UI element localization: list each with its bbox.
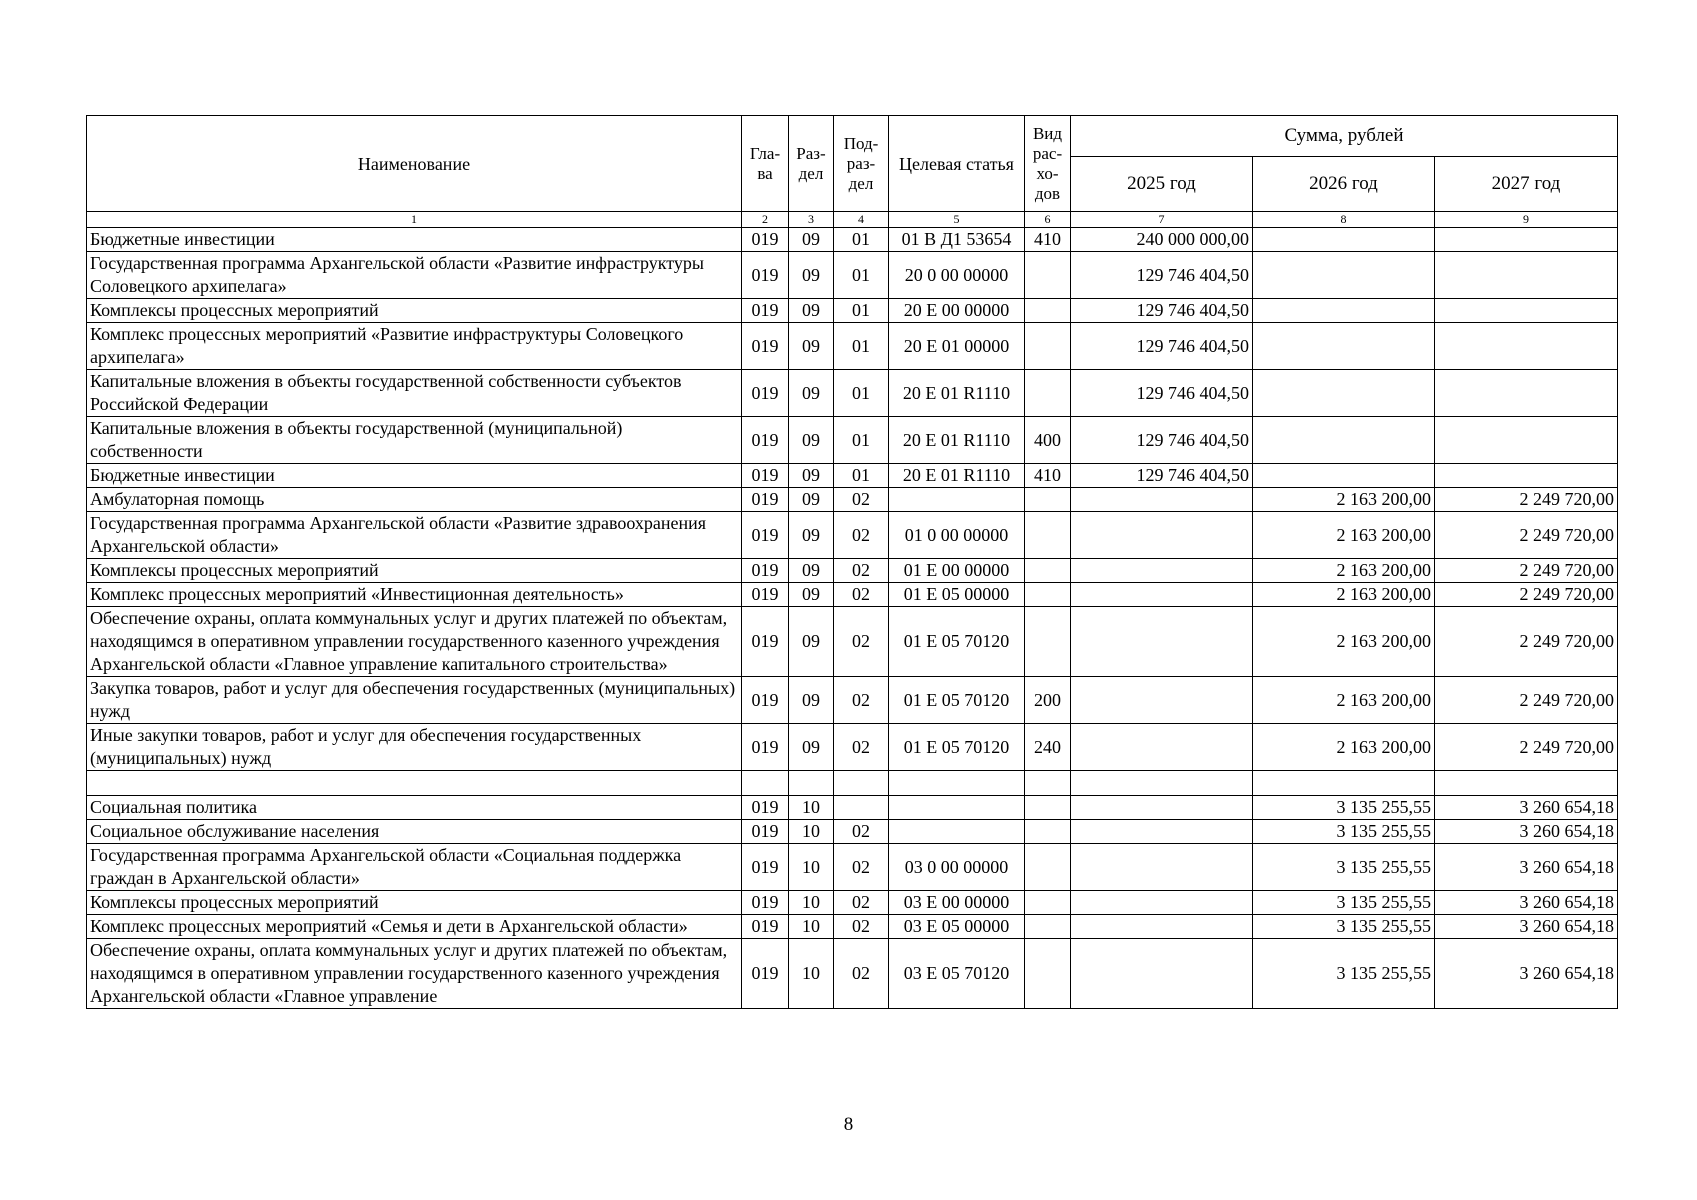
- row-sum-2026: [1253, 370, 1435, 417]
- row-sum-2025: [1071, 512, 1253, 559]
- row-razdel: 09: [789, 512, 834, 559]
- row-sum-2026: [1253, 771, 1435, 796]
- row-razdel: 09: [789, 417, 834, 464]
- row-name: Обеспечение охраны, оплата коммунальных услуг и других платежей по объектам, находящимся в оперативном управлении государственного казенного учреждения Архангельской области «Главное управление: [87, 939, 742, 1009]
- row-glava: 019: [742, 488, 789, 512]
- row-sum-2027: 3 260 654,18: [1435, 796, 1618, 820]
- row-celevaya-statya: 01 В Д1 53654: [889, 228, 1025, 252]
- row-name: Комплекс процессных мероприятий «Семья и дети в Архангельской области»: [87, 915, 742, 939]
- row-sum-2027: [1435, 771, 1618, 796]
- row-vid-rashodov: [1025, 370, 1071, 417]
- row-celevaya-statya: 20 Е 01 R1110: [889, 417, 1025, 464]
- row-sum-2027: 2 249 720,00: [1435, 512, 1618, 559]
- column-number: 4: [834, 212, 889, 228]
- row-sum-2026: 3 135 255,55: [1253, 891, 1435, 915]
- row-vid-rashodov: [1025, 252, 1071, 299]
- row-sum-2025: 129 746 404,50: [1071, 252, 1253, 299]
- row-razdel: 09: [789, 370, 834, 417]
- row-sum-2025: [1071, 771, 1253, 796]
- header-year-2025: 2025 год: [1071, 157, 1253, 212]
- row-sum-2026: [1253, 299, 1435, 323]
- row-celevaya-statya: [889, 771, 1025, 796]
- row-glava: 019: [742, 677, 789, 724]
- row-sum-2025: 240 000 000,00: [1071, 228, 1253, 252]
- row-celevaya-statya: 01 Е 05 70120: [889, 607, 1025, 677]
- row-sum-2027: 3 260 654,18: [1435, 844, 1618, 891]
- row-glava: 019: [742, 323, 789, 370]
- row-sum-2026: 2 163 200,00: [1253, 607, 1435, 677]
- row-sum-2025: [1071, 488, 1253, 512]
- row-glava: 019: [742, 915, 789, 939]
- row-vid-rashodov: [1025, 559, 1071, 583]
- row-podrazdel: 01: [834, 299, 889, 323]
- row-vid-rashodov: [1025, 844, 1071, 891]
- row-glava: 019: [742, 464, 789, 488]
- row-sum-2027: 2 249 720,00: [1435, 559, 1618, 583]
- row-name: Обеспечение охраны, оплата коммунальных услуг и других платежей по объектам, находящимся в оперативном управлении государственного казенного учреждения Архангельской области «Главное управление капитального строительства»: [87, 607, 742, 677]
- row-razdel: 10: [789, 915, 834, 939]
- row-celevaya-statya: 03 Е 05 70120: [889, 939, 1025, 1009]
- row-razdel: 09: [789, 724, 834, 771]
- row-sum-2026: [1253, 464, 1435, 488]
- row-glava: 019: [742, 724, 789, 771]
- row-podrazdel: 02: [834, 512, 889, 559]
- row-glava: 019: [742, 512, 789, 559]
- row-sum-2025: [1071, 915, 1253, 939]
- row-celevaya-statya: [889, 796, 1025, 820]
- row-vid-rashodov: 240: [1025, 724, 1071, 771]
- table-row: [87, 939, 1618, 1009]
- row-podrazdel: 02: [834, 677, 889, 724]
- table-row: [87, 417, 1618, 464]
- row-sum-2027: 2 249 720,00: [1435, 488, 1618, 512]
- row-sum-2025: 129 746 404,50: [1071, 370, 1253, 417]
- row-name: Социальная политика: [87, 796, 742, 820]
- row-podrazdel: 02: [834, 844, 889, 891]
- row-sum-2025: [1071, 559, 1253, 583]
- row-name: Государственная программа Архангельской области «Развитие инфраструктуры Соловецкого архипелага»: [87, 252, 742, 299]
- row-celevaya-statya: 01 Е 05 70120: [889, 724, 1025, 771]
- row-sum-2027: 2 249 720,00: [1435, 607, 1618, 677]
- row-name: Иные закупки товаров, работ и услуг для обеспечения государственных (муниципальных) нужд: [87, 724, 742, 771]
- row-sum-2026: 3 135 255,55: [1253, 844, 1435, 891]
- row-podrazdel: 02: [834, 583, 889, 607]
- row-vid-rashodov: 200: [1025, 677, 1071, 724]
- row-vid-rashodov: [1025, 796, 1071, 820]
- row-sum-2025: [1071, 724, 1253, 771]
- header-glava: Гла- ва: [742, 116, 789, 212]
- table-row: [87, 891, 1618, 915]
- table-row: [87, 583, 1618, 607]
- header-year-2026: 2026 год: [1253, 157, 1435, 212]
- column-number: 6: [1025, 212, 1071, 228]
- header-vid-rashodov: Вид рас- хо- дов: [1025, 116, 1071, 212]
- row-podrazdel: 02: [834, 939, 889, 1009]
- row-podrazdel: 01: [834, 323, 889, 370]
- row-celevaya-statya: [889, 488, 1025, 512]
- row-sum-2026: 2 163 200,00: [1253, 488, 1435, 512]
- row-sum-2027: [1435, 464, 1618, 488]
- row-razdel: 09: [789, 252, 834, 299]
- row-razdel: 10: [789, 891, 834, 915]
- row-vid-rashodov: [1025, 488, 1071, 512]
- row-sum-2025: [1071, 607, 1253, 677]
- row-sum-2027: [1435, 299, 1618, 323]
- row-razdel: 09: [789, 488, 834, 512]
- table-row: [87, 559, 1618, 583]
- row-sum-2025: [1071, 677, 1253, 724]
- table-row: [87, 512, 1618, 559]
- row-sum-2027: [1435, 370, 1618, 417]
- table-row: [87, 252, 1618, 299]
- row-razdel: 09: [789, 228, 834, 252]
- row-name: Государственная программа Архангельской области «Социальная поддержка граждан в Архангельской области»: [87, 844, 742, 891]
- row-razdel: 10: [789, 844, 834, 891]
- row-name: Бюджетные инвестиции: [87, 228, 742, 252]
- table-row: [87, 820, 1618, 844]
- row-vid-rashodov: [1025, 323, 1071, 370]
- column-number: 8: [1253, 212, 1435, 228]
- row-podrazdel: 01: [834, 417, 889, 464]
- table-row: [87, 488, 1618, 512]
- row-sum-2027: 3 260 654,18: [1435, 915, 1618, 939]
- row-sum-2027: 3 260 654,18: [1435, 891, 1618, 915]
- row-glava: 019: [742, 939, 789, 1009]
- row-sum-2027: 2 249 720,00: [1435, 724, 1618, 771]
- row-sum-2026: 3 135 255,55: [1253, 796, 1435, 820]
- row-razdel: 09: [789, 299, 834, 323]
- table-row: [87, 370, 1618, 417]
- header-podrazdel: Под- раз- дел: [834, 116, 889, 212]
- row-celevaya-statya: 20 0 00 00000: [889, 252, 1025, 299]
- table-row: [87, 915, 1618, 939]
- column-number-row: [87, 212, 1618, 228]
- row-sum-2025: 129 746 404,50: [1071, 464, 1253, 488]
- row-podrazdel: 01: [834, 252, 889, 299]
- row-sum-2026: 2 163 200,00: [1253, 724, 1435, 771]
- row-sum-2026: 2 163 200,00: [1253, 583, 1435, 607]
- row-razdel: 10: [789, 939, 834, 1009]
- table-row: [87, 844, 1618, 891]
- table-row: [87, 607, 1618, 677]
- row-sum-2026: 3 135 255,55: [1253, 915, 1435, 939]
- table-row: [87, 796, 1618, 820]
- row-name: Бюджетные инвестиции: [87, 464, 742, 488]
- row-sum-2026: 3 135 255,55: [1253, 820, 1435, 844]
- row-vid-rashodov: 410: [1025, 228, 1071, 252]
- row-name: Комплекс процессных мероприятий «Развитие инфраструктуры Соловецкого архипелага»: [87, 323, 742, 370]
- row-sum-2025: [1071, 820, 1253, 844]
- row-sum-2026: [1253, 323, 1435, 370]
- row-name: Закупка товаров, работ и услуг для обеспечения государственных (муниципальных) нужд: [87, 677, 742, 724]
- row-sum-2025: [1071, 844, 1253, 891]
- row-sum-2025: [1071, 891, 1253, 915]
- row-razdel: 09: [789, 323, 834, 370]
- row-celevaya-statya: 01 Е 05 00000: [889, 583, 1025, 607]
- row-celevaya-statya: 03 Е 00 00000: [889, 891, 1025, 915]
- row-celevaya-statya: 20 Е 01 R1110: [889, 370, 1025, 417]
- row-podrazdel: 02: [834, 559, 889, 583]
- row-vid-rashodov: [1025, 583, 1071, 607]
- row-glava: 019: [742, 820, 789, 844]
- row-name: Амбулаторная помощь: [87, 488, 742, 512]
- row-vid-rashodov: [1025, 512, 1071, 559]
- row-vid-rashodov: [1025, 771, 1071, 796]
- row-vid-rashodov: [1025, 915, 1071, 939]
- row-podrazdel: 01: [834, 228, 889, 252]
- row-glava: 019: [742, 370, 789, 417]
- row-name: Капитальные вложения в объекты государственной (муниципальной) собственности: [87, 417, 742, 464]
- page-number: 8: [843, 1114, 854, 1135]
- row-vid-rashodov: 400: [1025, 417, 1071, 464]
- row-glava: 019: [742, 891, 789, 915]
- row-glava: 019: [742, 228, 789, 252]
- row-sum-2025: [1071, 939, 1253, 1009]
- row-sum-2027: [1435, 323, 1618, 370]
- row-sum-2027: 3 260 654,18: [1435, 939, 1618, 1009]
- table-row: [87, 677, 1618, 724]
- table-row: [87, 771, 1618, 796]
- table-row: [87, 299, 1618, 323]
- row-razdel: 09: [789, 607, 834, 677]
- row-vid-rashodov: [1025, 607, 1071, 677]
- row-podrazdel: 01: [834, 464, 889, 488]
- row-celevaya-statya: 20 Е 00 00000: [889, 299, 1025, 323]
- row-sum-2025: 129 746 404,50: [1071, 323, 1253, 370]
- row-celevaya-statya: 20 Е 01 R1110: [889, 464, 1025, 488]
- column-number: 9: [1435, 212, 1618, 228]
- column-number: 3: [789, 212, 834, 228]
- row-name: [87, 771, 742, 796]
- row-vid-rashodov: 410: [1025, 464, 1071, 488]
- row-sum-2026: 2 163 200,00: [1253, 559, 1435, 583]
- row-sum-2026: 3 135 255,55: [1253, 939, 1435, 1009]
- row-glava: 019: [742, 252, 789, 299]
- row-celevaya-statya: 20 Е 01 00000: [889, 323, 1025, 370]
- row-podrazdel: 02: [834, 820, 889, 844]
- header-summa: Сумма, рублей: [1071, 116, 1618, 157]
- row-celevaya-statya: 01 0 00 00000: [889, 512, 1025, 559]
- row-vid-rashodov: [1025, 891, 1071, 915]
- header-year-2027: 2027 год: [1435, 157, 1618, 212]
- row-sum-2027: [1435, 417, 1618, 464]
- column-number: 7: [1071, 212, 1253, 228]
- row-podrazdel: [834, 771, 889, 796]
- row-name: Комплексы процессных мероприятий: [87, 559, 742, 583]
- row-razdel: 10: [789, 796, 834, 820]
- row-podrazdel: [834, 796, 889, 820]
- row-podrazdel: 02: [834, 724, 889, 771]
- table-row: [87, 724, 1618, 771]
- row-glava: 019: [742, 796, 789, 820]
- row-glava: 019: [742, 299, 789, 323]
- row-celevaya-statya: 03 0 00 00000: [889, 844, 1025, 891]
- row-podrazdel: 02: [834, 891, 889, 915]
- row-razdel: [789, 771, 834, 796]
- table-row: [87, 464, 1618, 488]
- row-glava: 019: [742, 417, 789, 464]
- row-vid-rashodov: [1025, 820, 1071, 844]
- row-sum-2027: [1435, 228, 1618, 252]
- row-sum-2027: 2 249 720,00: [1435, 677, 1618, 724]
- row-sum-2025: 129 746 404,50: [1071, 299, 1253, 323]
- row-razdel: 09: [789, 583, 834, 607]
- row-celevaya-statya: 01 Е 00 00000: [889, 559, 1025, 583]
- row-sum-2025: [1071, 583, 1253, 607]
- row-name: Государственная программа Архангельской области «Развитие здравоохранения Архангельской области»: [87, 512, 742, 559]
- row-podrazdel: 02: [834, 488, 889, 512]
- row-sum-2027: [1435, 252, 1618, 299]
- row-sum-2027: 2 249 720,00: [1435, 583, 1618, 607]
- header-celevaya-statya: Целевая статья: [889, 116, 1025, 212]
- row-podrazdel: 02: [834, 915, 889, 939]
- row-celevaya-statya: [889, 820, 1025, 844]
- header-name: Наименование: [87, 116, 742, 212]
- row-glava: 019: [742, 583, 789, 607]
- row-razdel: 09: [789, 677, 834, 724]
- table-row: [87, 323, 1618, 370]
- row-vid-rashodov: [1025, 299, 1071, 323]
- row-name: Комплексы процессных мероприятий: [87, 891, 742, 915]
- column-number: 5: [889, 212, 1025, 228]
- row-name: Комплекс процессных мероприятий «Инвестиционная деятельность»: [87, 583, 742, 607]
- row-glava: 019: [742, 559, 789, 583]
- row-sum-2026: 2 163 200,00: [1253, 512, 1435, 559]
- row-vid-rashodov: [1025, 939, 1071, 1009]
- row-glava: 019: [742, 607, 789, 677]
- row-sum-2026: [1253, 228, 1435, 252]
- row-razdel: 09: [789, 464, 834, 488]
- table-row: [87, 228, 1618, 252]
- table-body: [87, 212, 1618, 1009]
- row-name: Комплексы процессных мероприятий: [87, 299, 742, 323]
- row-sum-2025: [1071, 796, 1253, 820]
- row-sum-2025: 129 746 404,50: [1071, 417, 1253, 464]
- row-razdel: 10: [789, 820, 834, 844]
- budget-table: [86, 115, 1618, 1009]
- row-name: Капитальные вложения в объекты государственной собственности субъектов Российской Федерации: [87, 370, 742, 417]
- row-sum-2026: 2 163 200,00: [1253, 677, 1435, 724]
- row-name: Социальное обслуживание населения: [87, 820, 742, 844]
- row-celevaya-statya: 03 Е 05 00000: [889, 915, 1025, 939]
- column-number: 2: [742, 212, 789, 228]
- row-sum-2026: [1253, 252, 1435, 299]
- row-sum-2026: [1253, 417, 1435, 464]
- header-razdel: Раз- дел: [789, 116, 834, 212]
- row-glava: [742, 771, 789, 796]
- row-glava: 019: [742, 844, 789, 891]
- row-podrazdel: 02: [834, 607, 889, 677]
- row-razdel: 09: [789, 559, 834, 583]
- row-celevaya-statya: 01 Е 05 70120: [889, 677, 1025, 724]
- row-sum-2027: 3 260 654,18: [1435, 820, 1618, 844]
- row-podrazdel: 01: [834, 370, 889, 417]
- column-number: 1: [87, 212, 742, 228]
